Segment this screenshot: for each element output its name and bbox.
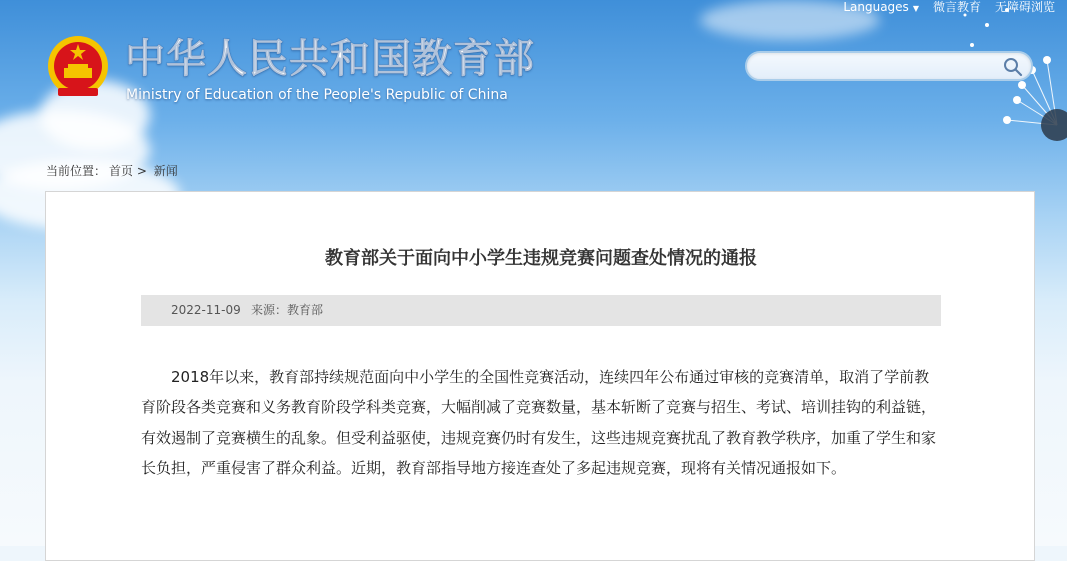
article-source: 教育部: [287, 303, 324, 317]
accessible-browse-link[interactable]: 无障碍浏览: [994, 0, 1055, 14]
article-source-label: 来源：: [251, 303, 288, 317]
breadcrumb-current-link[interactable]: 新闻: [153, 164, 178, 178]
weiyan-link[interactable]: 微言教育: [932, 0, 981, 14]
site-title-english: Ministry of Education of the People's Republic of China: [126, 87, 508, 103]
breadcrumb-separator: >: [136, 164, 147, 178]
article-meta-bar: [141, 295, 941, 326]
breadcrumb-prefix: 当前位置：: [46, 164, 107, 178]
top-links-bar: [843, 0, 1067, 14]
search-box[interactable]: [745, 51, 1033, 81]
article-title: 教育部关于面向中小学生违规竞赛问题查处情况的通报: [325, 248, 757, 269]
article-panel: [45, 191, 1035, 561]
search-input[interactable]: [757, 56, 1001, 78]
article-date: 2022-11-09: [171, 303, 241, 317]
site-title-chinese[interactable]: 中华人民共和国教育部: [125, 36, 535, 82]
article-paragraph: 2018年以来，教育部持续规范面向中小学生的全国性竞赛活动，连续四年公布通过审核的竞赛清单，取消了学前教育阶段各类竞赛和义务教育阶段学科类竞赛，大幅削减了竞赛数量，基本斩断了竞赛与招生、考试、培训挂钩的利益链，有效遏制了竞赛横生的乱象。但受利益驱使，违规竞赛仍时有发生，这些违规竞赛扰乱了教育教学秩序，加重了学生和家长负担，严重侵害了群众利益。近期，教育部指导地方接连查处了多起违规竞赛，现将有关情况通报如下。: [141, 368, 937, 478]
national-emblem-icon[interactable]: [46, 34, 110, 100]
breadcrumb: [46, 164, 178, 178]
languages-link[interactable]: Languages ▼: [843, 0, 919, 14]
breadcrumb-home-link[interactable]: 首页: [109, 164, 134, 178]
search-icon[interactable]: [1003, 57, 1023, 77]
